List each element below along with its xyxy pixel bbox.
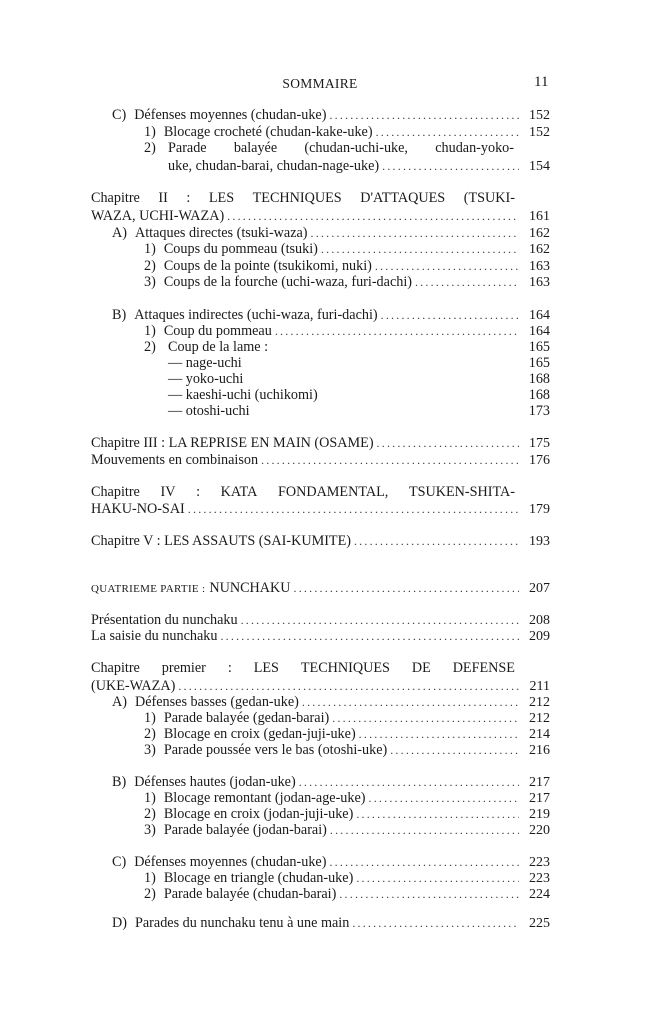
entry-word: Chapitre (91, 190, 140, 206)
entry-page: 217 (529, 791, 550, 806)
entry-label: B) (112, 307, 127, 323)
entry-label: 1) (144, 323, 156, 339)
entry-label: 2) (144, 258, 156, 274)
entry-label: 1) (144, 241, 156, 257)
entry-page: 208 (529, 613, 550, 628)
entry-page: 209 (529, 629, 550, 644)
entry-page: 193 (529, 534, 550, 549)
entry-title: Parade poussée vers le bas (otoshi-uke) (163, 742, 388, 758)
entry-title: (UKE-WAZA) (91, 678, 176, 694)
leader-dots (227, 207, 519, 225)
entry-label: A) (112, 225, 127, 241)
entry-page: 212 (529, 695, 550, 710)
entry-page: 165 (528, 355, 550, 371)
entry-title: WAZA, UCHI-WAZA) (91, 208, 225, 224)
entry-word: KATA (220, 484, 258, 500)
leader-dots (382, 157, 519, 175)
entry-page: 216 (529, 743, 550, 758)
entry-label: 1) (144, 870, 156, 886)
toc-chapter-line1 (91, 189, 515, 207)
entry-page: 168 (528, 371, 550, 387)
entry-title: Blocage en croix (jodan-juji-uke) (163, 806, 354, 822)
entry-title: Coup du pommeau (163, 323, 272, 339)
entry-title: Défenses basses (gedan-uke) (134, 694, 299, 710)
entry-word: DE (411, 660, 431, 676)
entry-page: 154 (529, 159, 550, 174)
entry-page: 163 (529, 259, 550, 274)
entry-page: 211 (529, 679, 550, 694)
entry-page: 165 (528, 339, 550, 355)
entry-page: 175 (529, 436, 550, 451)
entry-label: 2) (144, 886, 156, 902)
leader-dots (321, 240, 519, 258)
entry-word: premier (161, 660, 206, 676)
entry-title: Attaques indirectes (uchi-waza, furi-dachi) (134, 307, 378, 323)
entry-page: 152 (529, 125, 550, 140)
entry-title: Blocage remontant (jodan-age-uke) (163, 790, 366, 806)
entry-page: 217 (529, 775, 550, 790)
entry-title: Parade balayée (jodan-barai) (163, 822, 327, 838)
entry-page: 223 (529, 855, 550, 870)
entry-page: 173 (528, 403, 550, 419)
entry-title: Chapitre V : LES ASSAUTS (SAI-KUMITE) (91, 533, 351, 549)
entry-title: — nage-uchi (168, 355, 242, 371)
entry-label: 2) (144, 806, 156, 822)
toc-entry-line1 (168, 139, 514, 157)
leader-dots (377, 434, 519, 452)
entry-title: Défenses moyennes (chudan-uke) (134, 854, 327, 870)
entry-title: Parade balayée (gedan-barai) (163, 710, 330, 726)
entry-title: — otoshi-uchi (168, 403, 250, 419)
leader-dots (354, 532, 519, 550)
entry-page: 214 (529, 727, 550, 742)
entry-word: Chapitre (91, 660, 140, 676)
leader-dots (352, 914, 519, 932)
entry-page: 207 (529, 581, 550, 596)
entry-word: D'ATTAQUES (360, 190, 446, 206)
entry-label: C) (112, 854, 127, 870)
entry-label: 3) (144, 742, 156, 758)
part-prefix: QUATRIEME PARTIE : (91, 583, 206, 595)
entry-word: : (227, 660, 232, 676)
entry-label: A) (112, 694, 127, 710)
leader-dots (339, 885, 519, 903)
entry-title: Blocage en triangle (chudan-uke) (163, 870, 354, 886)
entry-page: 179 (529, 502, 550, 517)
entry-word: : (186, 190, 191, 206)
toc-entry (168, 157, 550, 175)
entry-page: 223 (529, 871, 550, 886)
toc-entry (144, 885, 550, 903)
entry-label: 3) (144, 274, 156, 290)
entry-page: 162 (529, 242, 550, 257)
entry-title: — yoko-uchi (168, 371, 244, 387)
leader-dots (330, 821, 519, 839)
entry-title: HAKU-NO-SAI (91, 501, 185, 517)
toc-entry (144, 240, 550, 258)
entry-page: 220 (529, 823, 550, 838)
entry-title: Mouvements en combinaison (91, 452, 259, 468)
entry-word: II (158, 190, 168, 206)
entry-page: 163 (529, 275, 550, 290)
entry-label: 2) (144, 339, 156, 355)
toc-chapter-line1 (91, 659, 515, 677)
toc-entry (112, 914, 550, 932)
entry-word: chudan-yoko- (435, 140, 514, 156)
entry-title: Parades du nunchaku tenu à une main (134, 915, 350, 931)
entry-label: B) (112, 774, 127, 790)
entry-page: 164 (529, 324, 550, 339)
entry-label: D) (112, 915, 127, 931)
entry-word: Parade (168, 140, 207, 156)
toc-entry (91, 627, 550, 645)
entry-page: 161 (529, 209, 550, 224)
entry-title: Défenses hautes (jodan-uke) (134, 774, 296, 790)
toc-chapter (91, 434, 550, 452)
entry-title: La saisie du nunchaku (91, 628, 218, 644)
leader-dots (390, 741, 519, 759)
entry-word: Chapitre (91, 484, 140, 500)
entry-page: 152 (529, 108, 550, 123)
toc-entry (144, 273, 550, 291)
entry-label: 1) (144, 124, 156, 140)
entry-word: FONDAMENTAL, (277, 484, 389, 500)
leader-dots (415, 273, 519, 291)
entry-title: Chapitre III : LA REPRISE EN MAIN (OSAME) (91, 435, 374, 451)
entry-title: uke, chudan-barai, chudan-nage-uke) (168, 158, 380, 174)
leader-dots (275, 322, 519, 340)
page-header (0, 74, 665, 94)
entry-word: TECHNIQUES (252, 190, 342, 206)
toc-entry (112, 106, 550, 124)
entry-label: 1) (144, 790, 156, 806)
leader-dots (220, 627, 519, 645)
entry-title: Présentation du nunchaku (91, 612, 238, 628)
entry-title: — kaeshi-uchi (uchikomi) (168, 387, 318, 403)
entry-title: Attaques directes (tsuki-waza) (134, 225, 308, 241)
entry-word: balayée (233, 140, 278, 156)
entry-title: Coups de la pointe (tsukikomi, nuki) (163, 258, 372, 274)
entry-word: : (196, 484, 201, 500)
toc-entry (91, 451, 550, 469)
entry-word: DEFENSE (452, 660, 515, 676)
entry-label: 1) (144, 710, 156, 726)
entry-page: 168 (528, 387, 550, 403)
entry-word: (TSUKI- (463, 190, 515, 206)
entry-title: Coup de la lame : (168, 339, 269, 355)
entry-word: LES (253, 660, 279, 676)
page-number: 11 (534, 74, 549, 90)
toc-entry (144, 821, 550, 839)
entry-word: LES (208, 190, 235, 206)
entry-title: Coups de la fourche (uchi-waza, furi-dachi) (163, 274, 412, 290)
leader-dots (261, 451, 519, 469)
entry-word: IV (160, 484, 176, 500)
toc-chapter (91, 500, 550, 518)
toc-entry (144, 741, 550, 759)
entry-page: 224 (529, 887, 550, 902)
entry-page: 219 (529, 807, 550, 822)
leader-dots (188, 500, 519, 518)
entry-label: 3) (144, 822, 156, 838)
toc-chapter-line1 (91, 483, 515, 501)
entry-word: TSUKEN-SHITA- (408, 484, 515, 500)
entry-page: 212 (529, 711, 550, 726)
leader-dots (329, 106, 519, 124)
leader-dots (294, 579, 519, 597)
page-title: SOMMAIRE (282, 76, 358, 91)
toc-chapter (91, 207, 550, 225)
entry-title: NUNCHAKU (209, 580, 291, 596)
entry-title: Coups du pommeau (tsuki) (163, 241, 318, 257)
entry-title: Parade balayée (chudan-barai) (163, 886, 337, 902)
toc-part (91, 579, 550, 597)
entry-page: 162 (529, 226, 550, 241)
entry-word: (chudan-uchi-uke, (304, 140, 408, 156)
entry-page: 225 (529, 916, 550, 931)
entry-title: Blocage crocheté (chudan-kake-uke) (163, 124, 373, 140)
entry-page: 164 (529, 308, 550, 323)
entry-label: 2) (144, 140, 156, 156)
entry-label: 2) (144, 726, 156, 742)
entry-title: Blocage en croix (gedan-juji-uke) (163, 726, 356, 742)
entry-page: 176 (529, 453, 550, 468)
toc-chapter (91, 532, 550, 550)
entry-label: C) (112, 107, 127, 123)
entry-title: Défenses moyennes (chudan-uke) (134, 107, 327, 123)
entry-word: TECHNIQUES (300, 660, 390, 676)
